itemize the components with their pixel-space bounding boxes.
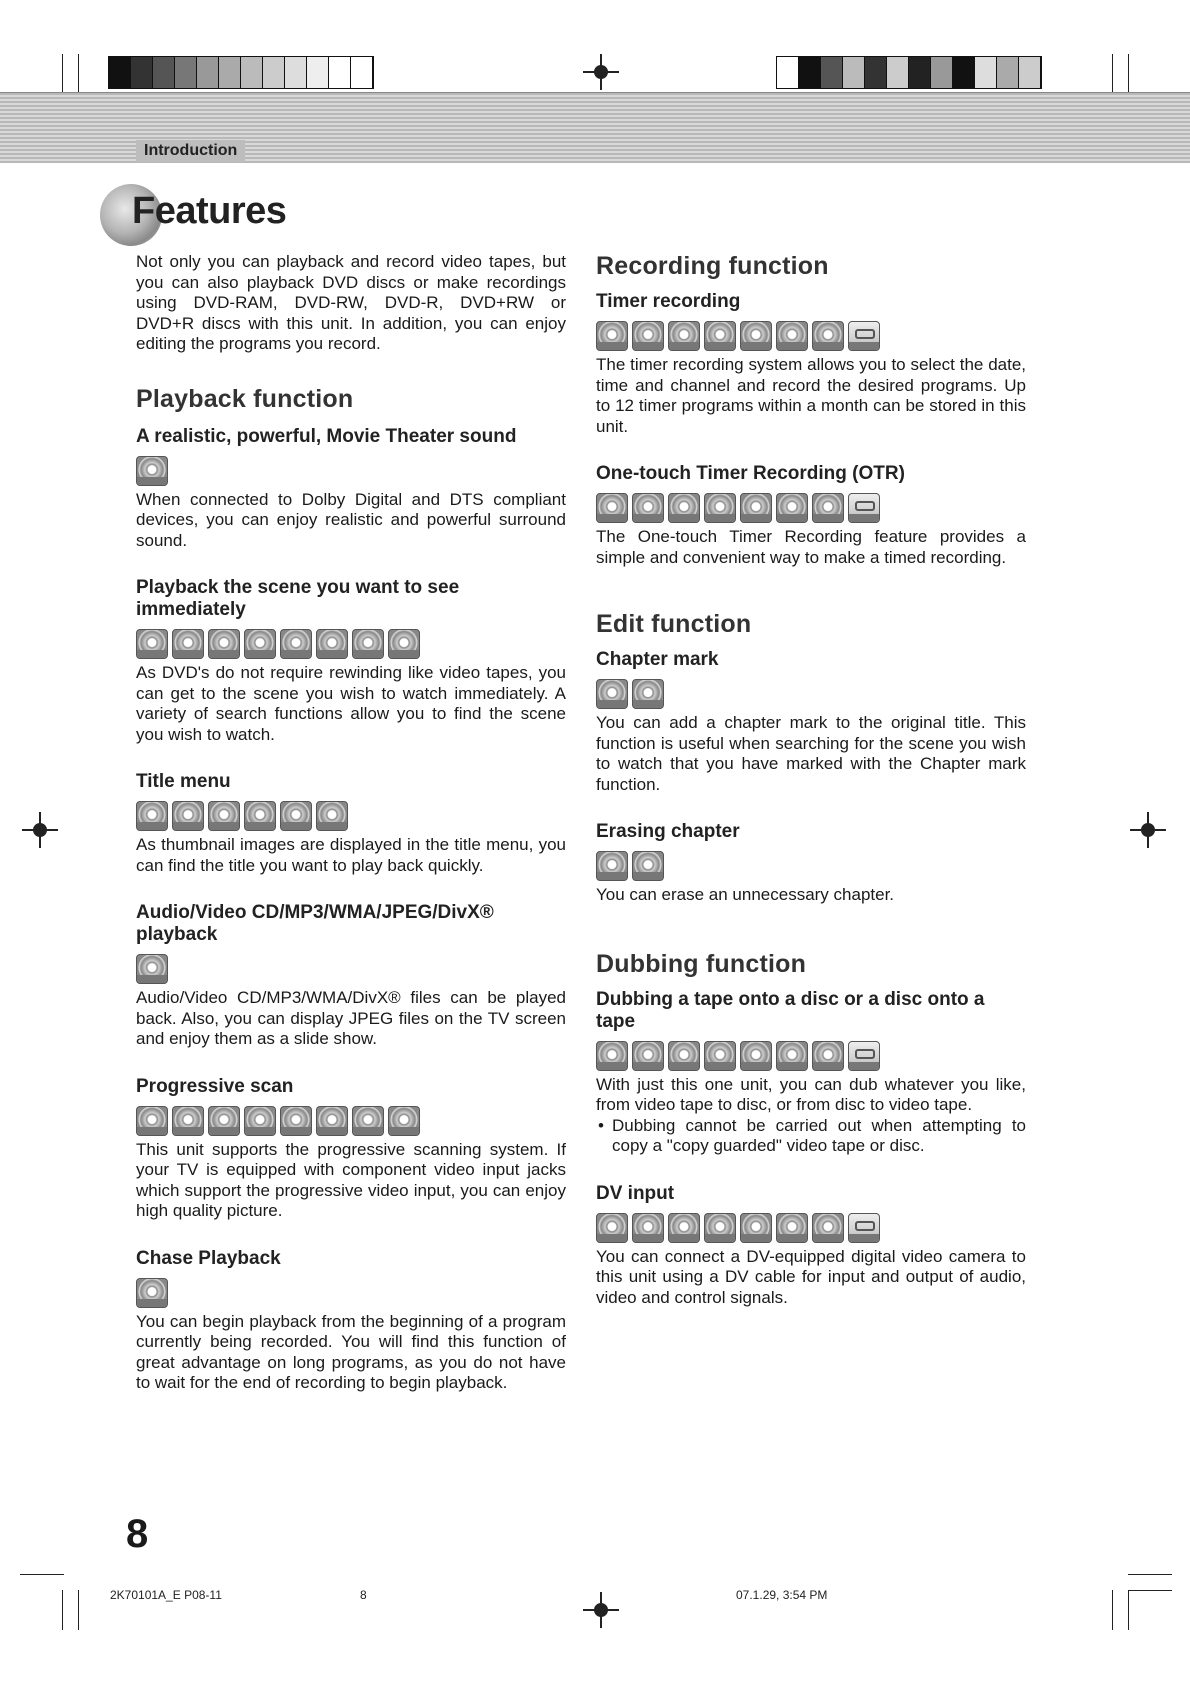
crop-mark: [1112, 1590, 1113, 1630]
rw-disc-icon: [632, 679, 664, 709]
feature-block: [596, 821, 1026, 906]
cd-disc-icon: [812, 321, 844, 351]
color-bar-left: [108, 56, 374, 89]
page-title: Features: [132, 190, 287, 232]
note-list: [596, 1116, 1026, 1157]
rw-disc-icon: [668, 1041, 700, 1071]
plus-r-disc-icon: [776, 493, 808, 523]
feature-title: Erasing chapter: [596, 821, 740, 842]
feature-text: The timer recording system allows you to select the date, time and channel and record the desired programs. Up to 12 timer programs within a month can be stored in this unit.: [596, 355, 1026, 436]
crop-mark: [62, 1590, 63, 1630]
plus-rw-disc-icon: [740, 321, 772, 351]
disc-icons: [136, 456, 566, 486]
feature-block: [136, 577, 566, 745]
page-number: 8: [126, 1512, 149, 1556]
disc-icons: [136, 1106, 566, 1136]
feature-title: DV input: [596, 1182, 675, 1204]
crop-mark: [1128, 1590, 1172, 1591]
vcd-disc-icon: [388, 629, 420, 659]
rw-disc-icon: [208, 629, 240, 659]
plus-rw-disc-icon: [280, 629, 312, 659]
feature-title: Dubbing a tape onto a disc or a disc onto a tape: [596, 988, 985, 1032]
dvd-disc-icon: [136, 629, 168, 659]
feature-text: You can begin playback from the beginning of a program currently being recorded. You will find this function of great advantage on long programs, as you do not have to wait for the end of recording to begin playback.: [136, 1311, 566, 1392]
registration-mark-icon: [22, 812, 58, 848]
feature-title: Chase Playback: [136, 1247, 281, 1269]
rw-disc-icon: [208, 1106, 240, 1136]
feature-title: A realistic, powerful, Movie Theater sound: [136, 425, 517, 447]
r-disc-icon: [704, 493, 736, 523]
feature-text: This unit supports the progressive scanning system. If your TV is equipped with component video input jacks which support the progressive video input, you can enjoy high quality picture.: [136, 1139, 566, 1220]
crop-mark: [78, 54, 79, 94]
feature-block: [596, 649, 1026, 795]
crop-mark: [1128, 1574, 1172, 1575]
plus-r-disc-icon: [280, 801, 312, 831]
vcr-tape-icon: [848, 1041, 880, 1071]
r-disc-icon: [244, 1106, 276, 1136]
feature-text: You can add a chapter mark to the original title. This function is useful when searching for the scene you wish to watch that you have marked with the Chapter mark function.: [596, 713, 1026, 794]
crop-mark: [1128, 54, 1129, 94]
r-disc-icon: [704, 321, 736, 351]
vcr-tape-icon: [848, 493, 880, 523]
disc-icons: [596, 321, 1026, 351]
rw-disc-icon: [632, 851, 664, 881]
plus-rw-disc-icon: [244, 801, 276, 831]
ram-disc-icon: [596, 851, 628, 881]
feature-block: [136, 1248, 566, 1394]
section-heading: Edit function: [596, 610, 752, 638]
footer-page: 8: [360, 1588, 367, 1602]
feature-title: One-touch Timer Recording (OTR): [596, 463, 905, 484]
right-column: [596, 252, 1026, 1308]
r-disc-icon: [208, 801, 240, 831]
feature-text: Audio/Video CD/MP3/WMA/DivX® files can be played back. Also, you can display JPEG files on the TV screen and enjoy them as a slide show.: [136, 988, 566, 1048]
footer-timestamp: 07.1.29, 3:54 PM: [736, 1588, 828, 1602]
footer-file: 2K70101A_E P08-11: [110, 1588, 222, 1602]
r-disc-icon: [704, 1213, 736, 1243]
plus-r-disc-icon: [776, 1041, 808, 1071]
rw-disc-icon: [668, 321, 700, 351]
cd-disc-icon: [352, 1106, 384, 1136]
dvd-disc-icon: [596, 1213, 628, 1243]
dvd-disc-icon: [596, 1041, 628, 1071]
ram-disc-icon: [632, 321, 664, 351]
disc-icons: [596, 851, 1026, 881]
disc-icons: [596, 679, 1026, 709]
dvd-disc-icon: [316, 801, 348, 831]
intro-text: Not only you can playback and record video tapes, but you can also playback DVD discs or make recordings using DVD-RAM, DVD-RW, DVD-R, DVD+RW or DVD+R discs with this unit. In addition, you can enjoy editing the programs you record.: [136, 252, 566, 353]
section-heading: Recording function: [596, 252, 829, 280]
crop-mark: [1112, 54, 1113, 94]
disc-icons: [136, 1278, 566, 1308]
feature-text: When connected to Dolby Digital and DTS compliant devices, you can enjoy realistic and powerful surround sound.: [136, 489, 566, 550]
r-disc-icon: [704, 1041, 736, 1071]
dvd-disc-icon: [136, 1106, 168, 1136]
crop-mark: [1128, 1590, 1129, 1630]
feature-block: [136, 426, 566, 552]
cd-disc-icon: [352, 629, 384, 659]
cd-disc-icon: [812, 1041, 844, 1071]
feature-block: [136, 902, 566, 1050]
vcr-tape-icon: [848, 321, 880, 351]
ram-disc-icon: [136, 1278, 168, 1308]
r-disc-icon: [244, 629, 276, 659]
plus-rw-disc-icon: [280, 1106, 312, 1136]
crop-mark: [62, 54, 63, 94]
crop-mark: [20, 1574, 64, 1575]
plus-rw-disc-icon: [740, 1213, 772, 1243]
section-heading: Playback function: [136, 384, 354, 413]
crop-mark: [78, 1590, 79, 1630]
feature-block: [136, 1076, 566, 1222]
plus-r-disc-icon: [316, 1106, 348, 1136]
ram-disc-icon: [632, 1041, 664, 1071]
cd-disc-icon: [812, 1213, 844, 1243]
vcr-tape-icon: [848, 1213, 880, 1243]
disc-icons: [596, 1041, 1026, 1071]
plus-r-disc-icon: [776, 321, 808, 351]
plus-r-disc-icon: [776, 1213, 808, 1243]
disc-icons: [136, 801, 566, 831]
feature-block: [596, 989, 1026, 1157]
ram-disc-icon: [136, 801, 168, 831]
ram-disc-icon: [596, 679, 628, 709]
plus-r-disc-icon: [316, 629, 348, 659]
dvd-disc-icon: [136, 456, 168, 486]
plus-rw-disc-icon: [740, 1041, 772, 1071]
feature-title: Chapter mark: [596, 649, 719, 670]
feature-text: You can erase an unnecessary chapter.: [596, 885, 895, 904]
color-bar-right: [776, 56, 1042, 89]
disc-icons: [596, 1213, 1026, 1243]
ram-disc-icon: [172, 629, 204, 659]
feature-title: Progressive scan: [136, 1075, 294, 1097]
plus-rw-disc-icon: [740, 493, 772, 523]
ram-disc-icon: [172, 1106, 204, 1136]
disc-icons: [136, 629, 566, 659]
feature-text: As DVD's do not require rewinding like video tapes, you can get to the scene you wish to watch immediately. A variety of search functions allow you to find the scene you wish to watch.: [136, 663, 566, 744]
cd-disc-icon: [136, 954, 168, 984]
ram-disc-icon: [632, 493, 664, 523]
feature-text: The One-touch Timer Recording feature provides a simple and convenient way to make a timed recording.: [596, 527, 1026, 567]
rw-disc-icon: [668, 493, 700, 523]
registration-mark-icon: [583, 1592, 619, 1628]
section-tab: Introduction: [136, 140, 245, 162]
feature-block: [596, 1183, 1026, 1309]
disc-icons: [136, 954, 566, 984]
feature-title: Timer recording: [596, 291, 741, 312]
ram-disc-icon: [632, 1213, 664, 1243]
feature-title: Title menu: [136, 771, 231, 792]
registration-mark-icon: [1130, 812, 1166, 848]
feature-title: Playback the scene you want to see immediately: [136, 577, 460, 620]
feature-text: As thumbnail images are displayed in the title menu, you can find the title you want to play back quickly.: [136, 835, 566, 875]
rw-disc-icon: [172, 801, 204, 831]
feature-text: With just this one unit, you can dub whatever you like, from video tape to disc, or from disc to video tape.: [596, 1074, 1026, 1114]
disc-icons: [596, 493, 1026, 523]
dvd-disc-icon: [596, 321, 628, 351]
feature-block: [136, 771, 566, 876]
registration-mark-icon: [583, 54, 619, 90]
rw-disc-icon: [668, 1213, 700, 1243]
feature-text: You can connect a DV-equipped digital video camera to this unit using a DV cable for input and output of audio, video and control signals.: [596, 1246, 1026, 1307]
vcd-disc-icon: [388, 1106, 420, 1136]
feature-block: [596, 463, 1026, 568]
feature-block: [596, 291, 1026, 437]
cd-disc-icon: [812, 493, 844, 523]
dvd-disc-icon: [596, 493, 628, 523]
note-item: • Dubbing cannot be carried out when attempting to copy a "copy guarded" video tape or disc.: [612, 1116, 1026, 1157]
feature-title: Audio/Video CD/MP3/WMA/JPEG/DivX® playback: [136, 902, 494, 945]
left-column: [136, 252, 566, 1394]
section-heading: Dubbing function: [596, 949, 807, 978]
